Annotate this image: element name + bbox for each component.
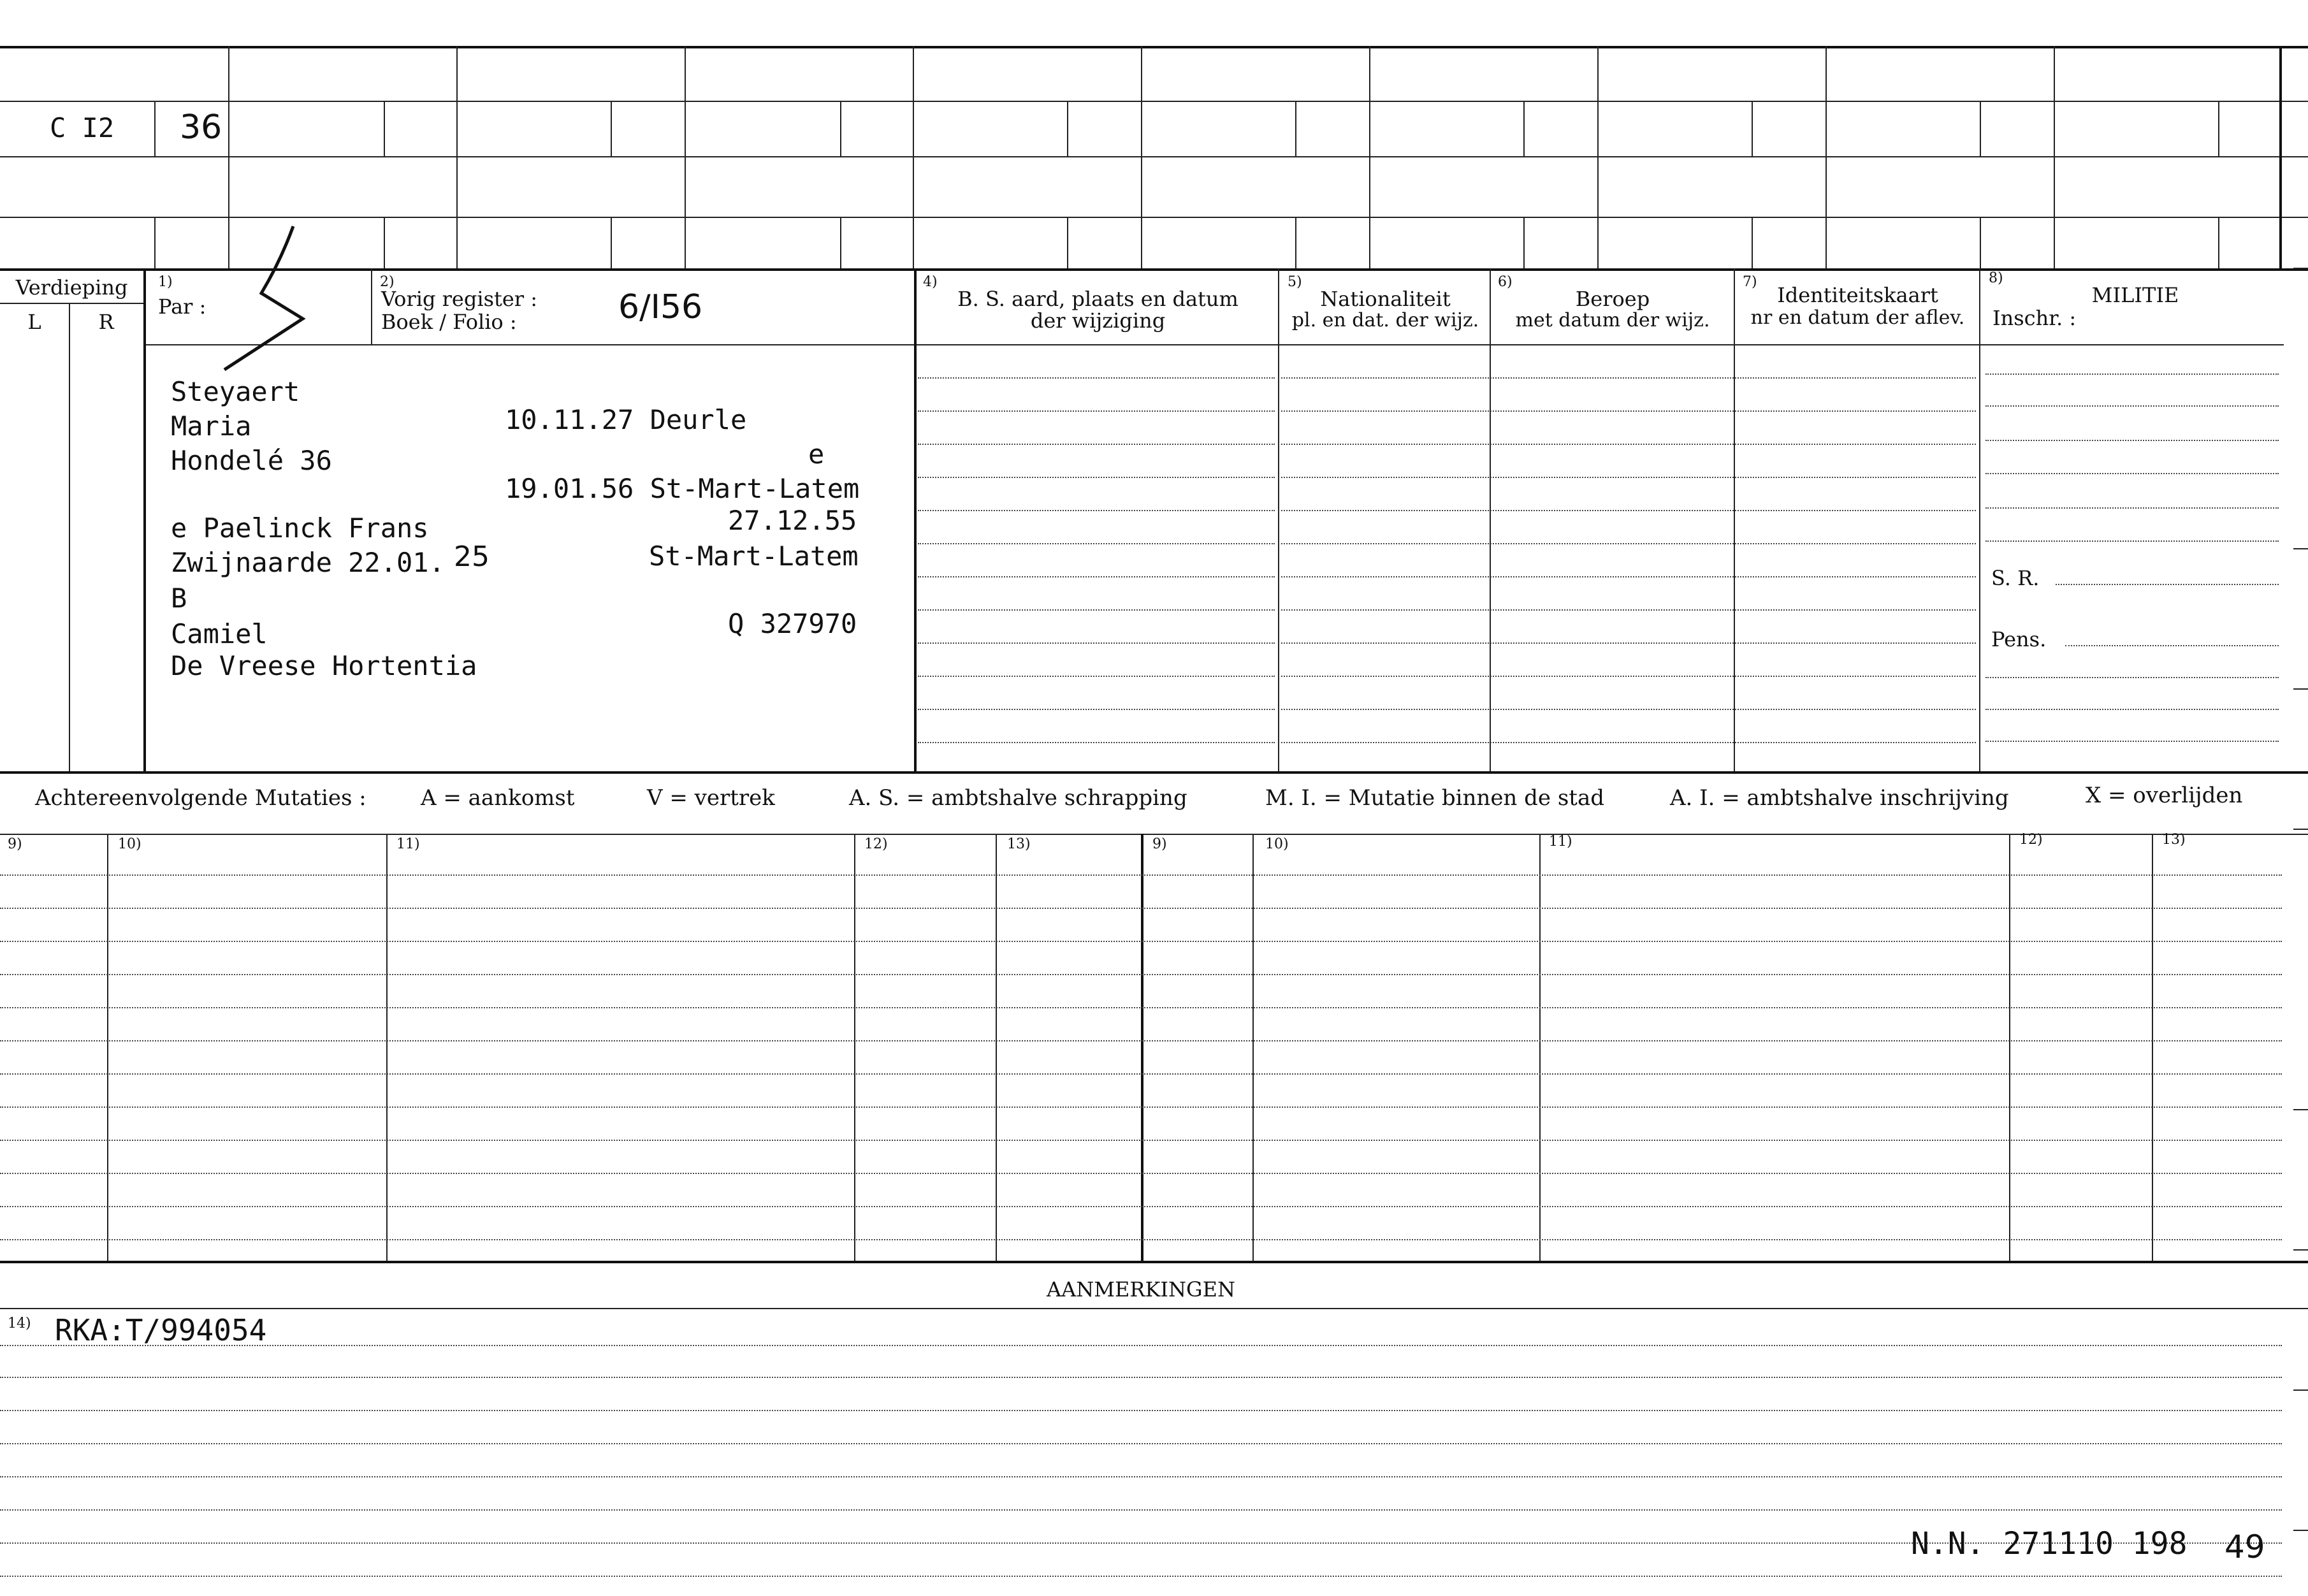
legend-a: A = aankomst	[421, 785, 575, 811]
legend-as: A. S. = ambtshalve schrapping	[849, 785, 1187, 811]
remarks-number: 14)	[8, 1316, 31, 1331]
mut-col-10-right: 10)	[1265, 836, 1289, 852]
sr-label: S. R.	[1991, 566, 2040, 590]
register-number: 36	[180, 108, 222, 147]
legend-title: Achtereenvolgende Mutaties :	[35, 785, 367, 811]
register-section: C I2	[50, 112, 115, 143]
surname: Steyaert	[171, 376, 300, 407]
col-5-number: 5)	[1288, 274, 1302, 290]
id-header-line1: Identiteitskaart	[1777, 283, 1938, 307]
date-2: 19.01.56 St-Mart-Latem	[505, 473, 860, 504]
spouse: e Paelinck Frans	[171, 512, 429, 544]
bs-header-line2: der wijziging	[1030, 308, 1166, 333]
inschr-label: Inschr. :	[1992, 306, 2077, 330]
spouse-year: 25	[454, 540, 490, 573]
nn-suffix: 49	[2225, 1528, 2265, 1565]
father: Camiel	[171, 618, 268, 649]
mut-col-13-right: 13)	[2162, 832, 2186, 848]
mut-col-11-left: 11)	[396, 836, 420, 852]
mut-col-11-right: 11)	[1549, 834, 1572, 850]
boek-folio-value: 6/I56	[618, 288, 703, 326]
b-mark: B	[171, 583, 187, 614]
legend-v: V = vertrek	[647, 785, 775, 811]
mother: De Vreese Hortentia	[171, 650, 477, 681]
remarks-title: AANMERKINGEN	[1047, 1277, 1235, 1302]
col-8-number: 8)	[1989, 270, 2003, 286]
legend-mi: M. I. = Mutatie binnen de stad	[1265, 785, 1604, 811]
given-name: Maria	[171, 410, 252, 442]
militie-header: MILITIE	[2091, 283, 2179, 307]
legend-x: X = overlijden	[2086, 783, 2243, 808]
date-3: 27.12.55	[728, 505, 857, 536]
spouse-birth: Zwijnaarde 22.01.	[171, 547, 445, 578]
rka-reference: RKA:T/994054	[55, 1313, 267, 1347]
id-header-line2: nr en datum der aflev.	[1750, 307, 1965, 329]
verdieping-label: Verdieping	[15, 275, 128, 300]
col-4-number: 4)	[923, 274, 938, 290]
l-label: L	[27, 310, 41, 334]
mut-col-10-left: 10)	[118, 836, 142, 852]
col-2-number: 2)	[380, 274, 395, 290]
col-1-number: 1)	[158, 274, 173, 290]
legend-ai: A. I. = ambtshalve inschrijving	[1670, 785, 2009, 811]
vorig-register-label: Vorig register :	[381, 287, 538, 311]
id-number: Q 327970	[728, 608, 857, 639]
nationaliteit-header-line1: Nationaliteit	[1320, 287, 1451, 311]
par-label: Par :	[158, 294, 207, 319]
beroep-header-line1: Beroep	[1575, 287, 1650, 311]
address: Hondelé 36	[171, 445, 332, 476]
nationaliteit-header-line2: pl. en dat. der wijz.	[1291, 309, 1479, 331]
birth: 10.11.27 Deurle	[505, 404, 747, 435]
e-mark: e	[808, 439, 825, 470]
mut-col-13-left: 13)	[1007, 836, 1031, 852]
mut-col-9-left: 9)	[8, 836, 22, 852]
nn-number: N.N. 271110 198	[1911, 1526, 2188, 1562]
col-6-number: 6)	[1498, 274, 1513, 290]
beroep-header-line2: met datum der wijz.	[1515, 309, 1710, 331]
r-label: R	[98, 310, 114, 334]
pens-label: Pens.	[1991, 627, 2047, 651]
place-3: St-Mart-Latem	[649, 540, 859, 572]
mut-col-12-left: 12)	[864, 836, 888, 852]
boek-folio-label: Boek / Folio :	[381, 310, 517, 334]
mut-col-9-right: 9)	[1152, 836, 1167, 852]
col-7-number: 7)	[1743, 274, 1757, 290]
mut-col-12-right: 12)	[2019, 832, 2043, 848]
bs-header-line1: B. S. aard, plaats en datum	[957, 287, 1238, 311]
handwritten-bracket	[217, 223, 319, 382]
